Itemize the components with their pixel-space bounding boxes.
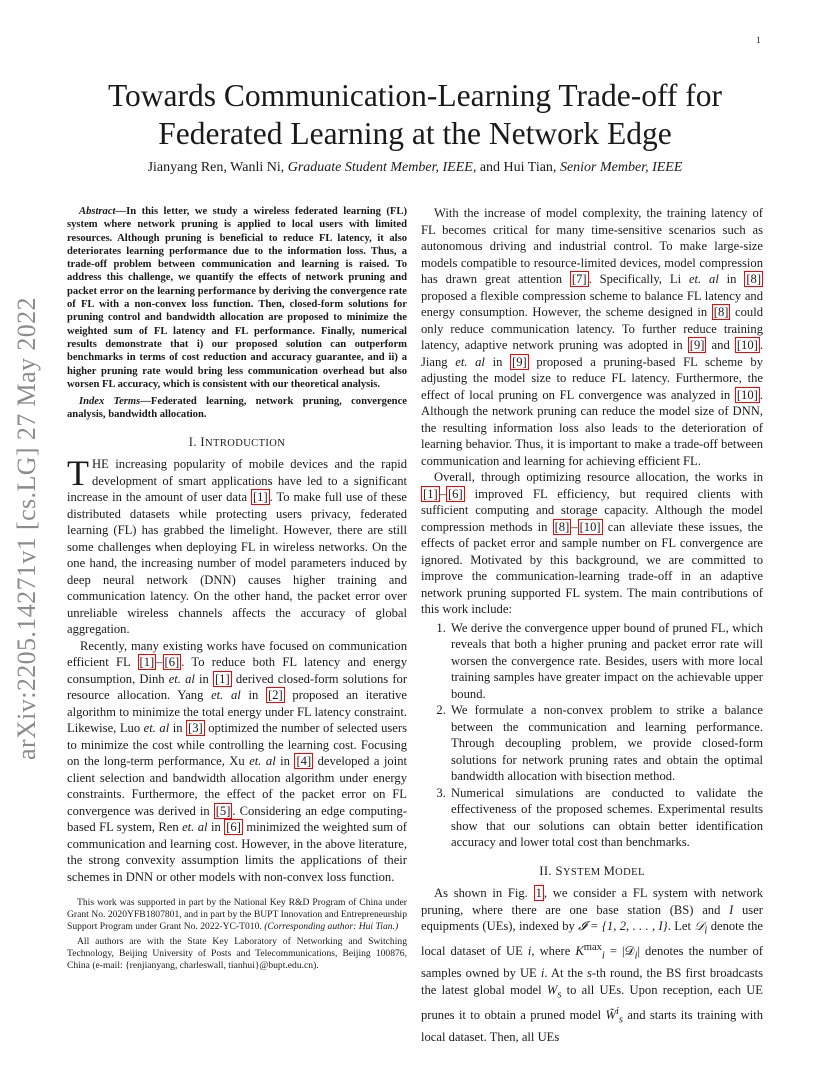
text: – xyxy=(571,519,578,534)
text: in xyxy=(169,721,187,736)
citation-link[interactable]: [1] xyxy=(214,671,230,686)
text: – xyxy=(439,486,446,501)
text: , we consider a FL system with network pruning, where there are one base station (BS) and xyxy=(421,886,763,917)
authors-part-2: , and Hui Tian, xyxy=(472,160,560,175)
math-variable: i xyxy=(540,966,545,981)
math-subscript: s xyxy=(557,989,562,1001)
abstract-lead: Abstract xyxy=(79,206,116,217)
text: could only reduce communication latency. To further reduce training latency, adaptive network pruning was adopted in xyxy=(421,305,763,352)
citation-link[interactable]: [8] xyxy=(554,519,570,534)
math-variable: 𝒟 xyxy=(694,919,705,933)
text: and starts its training with local dataset. Then, all UEs xyxy=(421,1007,763,1044)
affiliation-footnote: All authors are with the State Key Laboratory of Networking and Switching Technology, Beijing University of Posts and Telecommunications, Beijing 100876, China (e-mail: {renjianyang, charleswall, tianhui}@bupt.edu.cn). xyxy=(67,936,407,972)
citation-link[interactable]: [6] xyxy=(226,820,241,835)
math-variable: I xyxy=(729,902,734,917)
footnotes xyxy=(67,897,407,972)
section-heading-system-model xyxy=(421,863,763,882)
text: to all UEs. Upon reception, each UE prunes it to obtain a pruned model xyxy=(421,982,764,1022)
arxiv-identifier[interactable]: arXiv:2205.14271v1 [cs.LG] 27 May 2022 xyxy=(12,297,41,760)
text: . To make full use of these distributed datasets while protecting users privacy, federated learning (FL) has grabbed the limelight. However, there are still some challenges when deploying FL in wireless networks. On the one hand, the increasing number of model parameters induced by deep neural network (DNN) causes higher training and communication latency. On the other hand, the packet error over unreliable wireless channels affects the accuracy of global aggregation. xyxy=(67,490,407,637)
text: developed a joint client selection and bandwidth allocation algorithm under energy constraints. Furthermore, the effect of the packet error on FL convergence was derived in xyxy=(67,754,407,818)
list-item: 2. We formulate a non-convex problem to strike a balance between the communication and learning performance. Through decoupling problem, we provide closed-form solutions for network pruning rates and obtain the optimal bandwidth allocation with bisection method. xyxy=(449,702,763,785)
citation-link[interactable]: [10] xyxy=(579,519,601,534)
section-title-first: S xyxy=(555,863,563,878)
math-expression: 𝓘 = {1, 2, . . . , I} xyxy=(578,919,668,933)
index-terms-text: —Federated learning, network pruning, convergence analysis, bandwidth allocation. xyxy=(67,396,407,421)
intro-paragraph-2 xyxy=(67,638,407,886)
text: minimized the weighted sum of communication and learning cost. However, in the above literature, the strong convexity assumption limits the applications of their schemes in DNN or other models with non-convex loss function. xyxy=(67,820,408,884)
text: proposed a pruning-based FL scheme by adjusting the model size to reduce FL latency. Furthermore, the effect of local pruning on FL convergence was analyzed in xyxy=(421,354,764,402)
math-variable: K xyxy=(575,944,584,959)
text: improved FL efficiency, but required clients with sufficient computing and storage capacity. Although the model compression methods in xyxy=(421,486,763,534)
drop-cap: T xyxy=(67,453,89,494)
text: , where xyxy=(531,944,576,959)
author-role-1: Graduate Student Member, IEEE xyxy=(287,160,473,175)
section-heading-introduction xyxy=(67,434,407,453)
authors-part-1: Jianyang Ren, Wanli Ni, xyxy=(147,160,288,175)
text: can alleviate these issues, the effects of packet error and sample number on FL convergence are ignored. Motivated by this background, we are committed to improve the communication-learning trade-off in an adaptive network pruning supported FL system. The main contributions of this work include: xyxy=(421,519,763,616)
citation-link[interactable]: [1] xyxy=(139,655,155,670)
text: As shown in Fig. xyxy=(434,886,534,900)
citation-link[interactable]: [8] xyxy=(713,305,729,319)
citation-link[interactable]: [4] xyxy=(296,754,312,769)
text: Overall, through optimizing resource allocation, the works in xyxy=(434,470,763,484)
text: -th round, the BS first broadcasts the latest global model xyxy=(421,966,763,997)
title-line-1: Towards Communication-Learning Trade-off for xyxy=(108,78,722,113)
text: user equipments (UEs), indexed by xyxy=(421,902,763,933)
text: . Jiang xyxy=(421,338,763,369)
text: in xyxy=(194,671,213,686)
author-list xyxy=(60,160,770,176)
text: derived closed-form solutions for resource allocation. Yang xyxy=(67,671,408,703)
text: – xyxy=(156,655,163,670)
section-title-first: M xyxy=(603,863,616,878)
citation-link[interactable]: [6] xyxy=(447,486,463,501)
text: optimized the number of selected users to minimize the cost while controlling the learning cost. Focusing on the long-term performance, Xu xyxy=(67,721,407,769)
math-superscript: i xyxy=(615,1005,619,1017)
citation-link[interactable]: [7] xyxy=(571,272,587,286)
funding-footnote xyxy=(67,897,407,933)
math-variable: i xyxy=(527,944,532,959)
et-al: et. al xyxy=(168,671,195,686)
text: in xyxy=(718,272,745,286)
citation-link[interactable]: [9] xyxy=(689,338,705,352)
page-number: 1 xyxy=(756,35,761,45)
math-subscript: i xyxy=(704,925,708,937)
text: in xyxy=(207,820,225,835)
text: in xyxy=(484,354,511,369)
text: in xyxy=(275,754,295,769)
text: in xyxy=(240,688,266,703)
system-model-paragraph xyxy=(421,885,763,1045)
math-variable: s xyxy=(586,966,592,981)
math-variable: W̃ xyxy=(605,1007,616,1022)
text: This work was supported in part by the National Key R&D Program of China under Grant No. 2020YFB1807801, and in part by the BUPT Innovation and Entrepreneurship Support Program under Grant No. 2022-YC-T010. xyxy=(67,897,407,933)
citation-link[interactable]: [2] xyxy=(267,688,283,703)
text: proposed a flexible compression scheme to balance FL latency and energy consumption. However, the scheme designed in xyxy=(421,288,763,319)
author-role-2: Senior Member, IEEE xyxy=(559,160,683,175)
abstract-text: —In this letter, we study a wireless federated learning (FL) system where network pruning is applied to local users with limited resources. Although pruning is beneficial to reduce FL latency, it also deteriorates learning performance due to the information loss. Thus, a trade-off problem between communication and learning is raised. To address this challenge, we quantify the effects of network pruning and packet error on the learning performance by deriving the convergence rate of FL with a non-convex loss function. Then, closed-form solutions for pruning control and bandwidth allocation are proposed to minimize the weighted sum of FL latency and FL performance. Finally, numerical results demonstrate that i) our proposed solution can outperform benchmarks in terms of cost reduction and accuracy guarantee, and ii) a higher pruning rate would bring less communication overhead but also worsen FL accuracy, which is consistent with our theoretical analysis. xyxy=(67,206,407,390)
right-paragraph-1 xyxy=(421,205,763,469)
section-title-rest: ODEL xyxy=(615,866,645,878)
et-al: et. al xyxy=(688,272,719,286)
text: . Considering an edge computing-based FL system, Ren xyxy=(67,803,408,835)
index-terms xyxy=(67,395,407,422)
citation-link[interactable]: [6] xyxy=(164,655,180,670)
math-superscript: max xyxy=(583,942,602,954)
abstract xyxy=(67,205,407,391)
section-title-rest: NTRODUCTION xyxy=(205,437,286,449)
citation-link[interactable]: [1] xyxy=(252,490,268,505)
et-al: et. al xyxy=(455,354,485,369)
math-expression: = |𝒟 xyxy=(604,944,635,959)
et-al: et. al xyxy=(143,721,170,736)
right-column xyxy=(421,205,763,1045)
title-line-2: Federated Learning at the Network Edge xyxy=(158,116,672,151)
list-item: 1. We derive the convergence upper bound of pruned FL, which reveals that both a higher pruning and packet error rate will worsen the convergence rate. Besides, users with more local training samples have greater impact on the achievable upper bound. xyxy=(449,620,763,703)
citation-link[interactable]: [8] xyxy=(746,272,762,286)
text: denote the local dataset of UE xyxy=(421,919,763,959)
section-title-rest: YSTEM xyxy=(562,866,604,878)
intro-paragraph-1 xyxy=(67,453,407,638)
math-expression: | xyxy=(637,944,641,959)
text: denotes the number of samples owned by UE xyxy=(421,944,763,981)
text: HE increasing popularity of mobile devices and the rapid development of smart applications have led to a significant increase in the amount of user data xyxy=(67,457,407,505)
math-subscript: i xyxy=(634,950,638,962)
citation-link[interactable]: [1] xyxy=(423,486,438,501)
citation-link[interactable]: [5] xyxy=(215,803,231,818)
section-title-first: I xyxy=(200,434,206,449)
right-paragraph-2 xyxy=(421,469,763,618)
citation-link[interactable]: [10] xyxy=(736,338,758,352)
index-terms-lead: Index Terms xyxy=(79,396,141,408)
et-al: et. al xyxy=(249,754,276,769)
et-al: et. al xyxy=(182,820,208,835)
corresponding-author: (Corresponding author: Hui Tian.) xyxy=(264,921,399,933)
math-subscript: s xyxy=(618,1014,623,1026)
citation-link[interactable]: [9] xyxy=(512,354,527,369)
section-numeral: II. xyxy=(539,863,556,878)
et-al: et. al xyxy=(211,688,241,703)
text: . Specifically, Li xyxy=(588,272,689,286)
text: With the increase of model complexity, the training latency of FL becomes critical for many time-sensitive scenarios such as autonomous driving and industrial control. To make large-size models compatible to resource-limited devices, model compression has drawn great attention xyxy=(421,206,763,286)
math-subscript: i xyxy=(601,950,605,962)
text: . To reduce both FL latency and energy consumption, Dinh xyxy=(67,655,408,686)
paper-title xyxy=(60,77,770,153)
section-numeral: I. xyxy=(188,434,201,449)
left-column xyxy=(67,205,407,975)
citation-link[interactable]: [3] xyxy=(188,721,203,736)
text: Recently, many existing works have focused on communication efficient FL xyxy=(67,638,407,670)
math-variable: W xyxy=(546,982,558,997)
text: and xyxy=(706,338,735,352)
list-item: 3. Numerical simulations are conducted to validate the effectiveness of the proposed schemes. Experimental results show that our solutions can obtain better identification accuracy and lower total cost than benchmarks. xyxy=(449,785,763,851)
text: . Although the network pruning can reduce the model size of DNN, the resulting information loss also leads to the deterioration of learning behavior. Thus, it is important to make a trade-off between communication and learning for achieving efficient FL. xyxy=(421,387,763,468)
contributions-list xyxy=(421,620,763,851)
text: . At the xyxy=(544,966,587,981)
citation-link[interactable]: [10] xyxy=(736,387,758,402)
text: proposed an iterative algorithm to minimize the total energy under FL latency constraint. Likewise, Luo xyxy=(67,688,408,736)
text: . Let xyxy=(667,919,695,933)
figure-link[interactable]: 1 xyxy=(535,886,542,900)
